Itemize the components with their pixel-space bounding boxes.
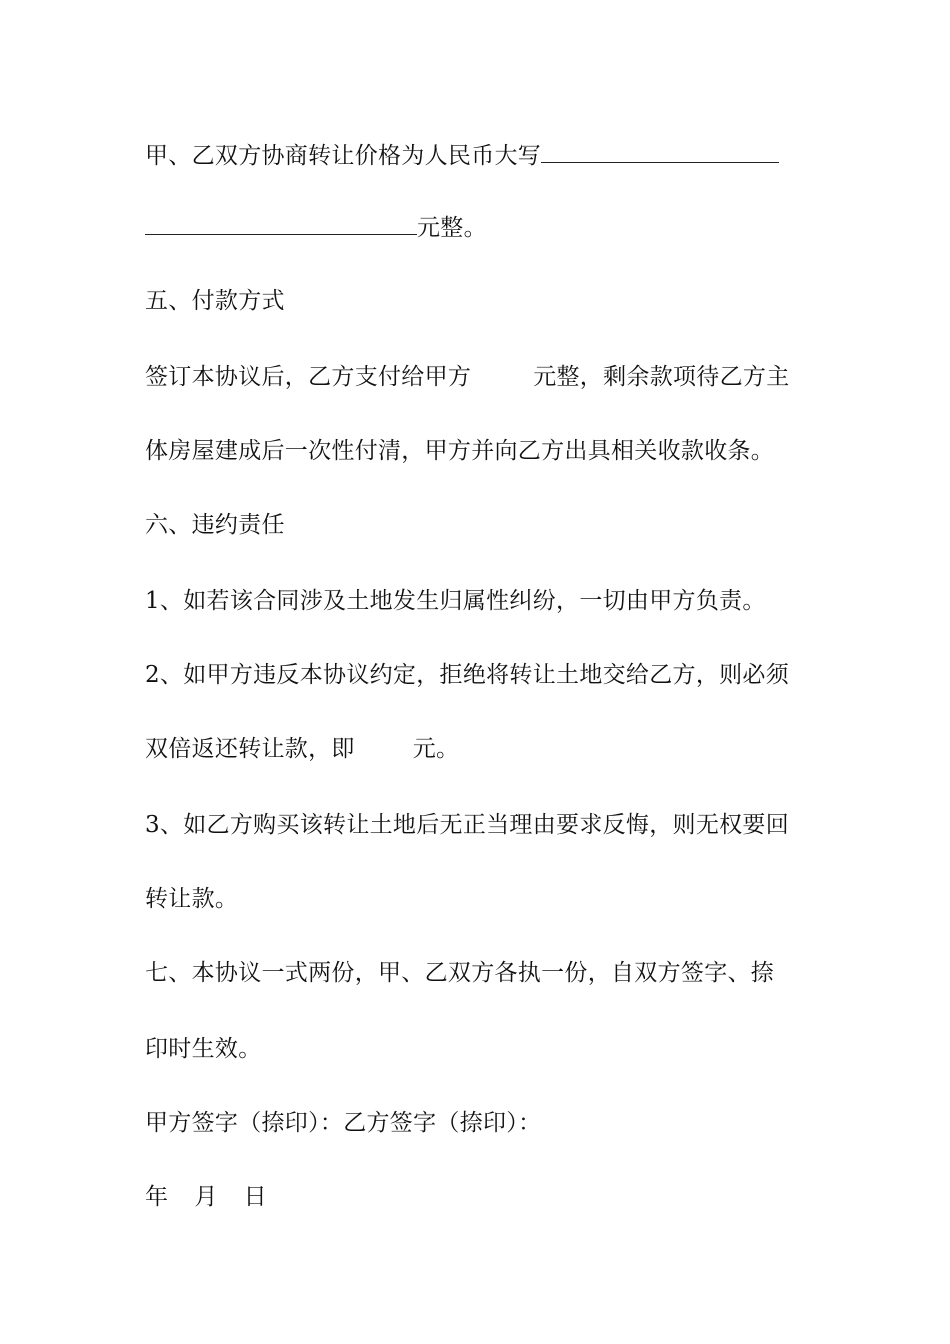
payment-text-b: 元整，剩余款项待乙方主 (533, 364, 790, 390)
signature-line: 甲方签字（捺印）：乙方签字（捺印）： (145, 1110, 542, 1136)
section-5-heading: 五、付款方式 (145, 288, 285, 314)
price-line (145, 140, 779, 170)
date-month: 月 (194, 1184, 218, 1210)
price-text: 甲、乙双方协商转让价格为人民币大写 (145, 143, 542, 169)
section-6-heading: 六、违约责任 (145, 512, 285, 538)
date-line (145, 1182, 267, 1212)
price-tail-text: 元整。 (417, 215, 487, 241)
section-7-line-2: 印时生效。 (145, 1036, 262, 1062)
refund-unit-text: 元。 (412, 736, 460, 762)
price-amount-line (145, 212, 487, 242)
payment-line-2: 体房屋建成后一次性付清，甲方并向乙方出具相关收款收条。 (145, 438, 775, 464)
payment-text-a: 签订本协议后，乙方支付给甲方 (145, 364, 472, 390)
liability-item-3-line-1: 3、如乙方购买该转让土地后无正当理由要求反悔，则无权要回 (145, 812, 790, 838)
liability-item-2-line-1: 2、如甲方违反本协议约定，拒绝将转让土地交给乙方，则必须 (145, 662, 790, 688)
liability-item-2-line-2 (145, 734, 459, 764)
date-year: 年 (145, 1184, 169, 1210)
price-amount-blank-field[interactable] (145, 212, 417, 235)
liability-item-1: 1、如若该合同涉及土地发生归属性纠纷，一切由甲方负责。 (145, 588, 766, 614)
price-blank-field[interactable] (541, 140, 779, 163)
refund-text: 双倍返还转让款，即 (145, 736, 355, 762)
payment-line-1 (145, 362, 790, 392)
section-7-line-1: 七、本协议一式两份，甲、乙双方各执一份，自双方签字、捺 (145, 960, 775, 986)
liability-item-3-line-2: 转让款。 (145, 886, 239, 912)
date-day: 日 (243, 1184, 267, 1210)
